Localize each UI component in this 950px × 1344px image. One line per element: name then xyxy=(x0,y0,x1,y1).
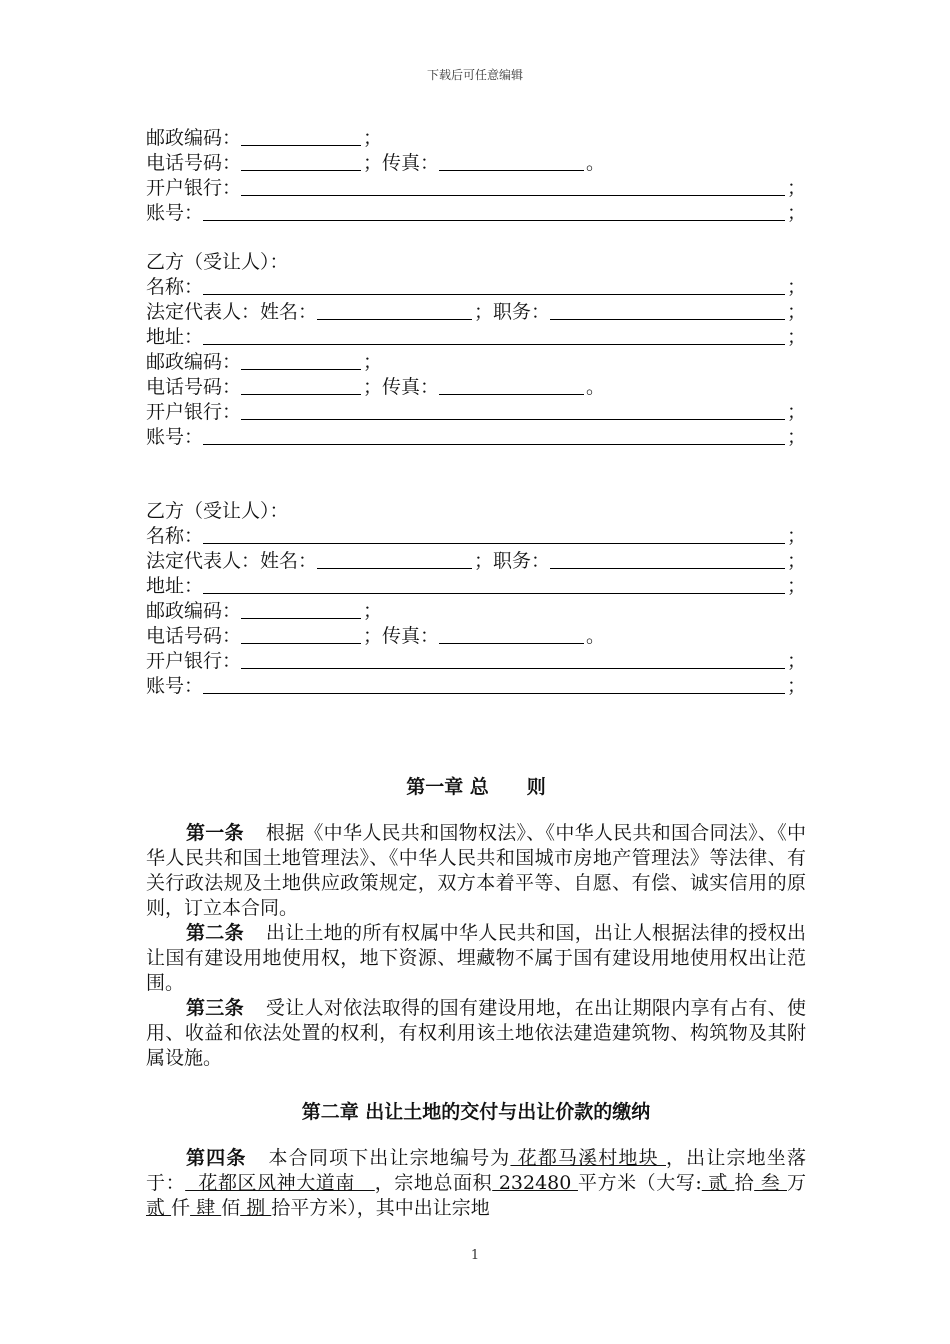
party-b-title: 乙方（受让人）： xyxy=(146,251,289,273)
digit-3: 贰 xyxy=(146,1197,172,1219)
article-3-label: 第三条 xyxy=(186,997,244,1019)
unit-1: 拾 xyxy=(734,1172,755,1194)
postal-label: 邮政编码： xyxy=(146,600,242,622)
bank-row xyxy=(146,649,806,674)
semicolon: ； xyxy=(786,525,806,547)
article-4 xyxy=(146,1146,806,1221)
phone-field[interactable] xyxy=(241,625,361,644)
rep-name-field[interactable] xyxy=(317,550,472,569)
semicolon: ； xyxy=(474,301,494,323)
account-label: 账号： xyxy=(146,202,204,224)
bank-row xyxy=(146,400,806,425)
party-b-title: 乙方（受让人）： xyxy=(146,500,289,522)
position-label: 职务： xyxy=(493,550,551,572)
unit-3: 仟 xyxy=(171,1197,191,1219)
digit-1: 贰 xyxy=(701,1172,735,1194)
party-b-block-1 xyxy=(146,250,806,450)
fax-field[interactable] xyxy=(439,376,584,395)
semicolon: ； xyxy=(786,177,806,199)
page-number: 1 xyxy=(470,1248,480,1263)
unit-2: 万 xyxy=(786,1172,806,1194)
name-label: 名称： xyxy=(146,525,204,547)
phone-row xyxy=(146,375,806,400)
name-row xyxy=(146,275,806,300)
rep-name-field[interactable] xyxy=(317,301,472,320)
article-1-label: 第一条 xyxy=(186,822,244,844)
position-field[interactable] xyxy=(550,301,785,320)
fax-label: 传真： xyxy=(382,376,440,398)
phone-label: 电话号码： xyxy=(146,152,242,174)
article-4-text-1: 本合同项下出让宗地编号为 xyxy=(268,1147,511,1169)
postal-label: 邮政编码： xyxy=(146,127,242,149)
address-field[interactable] xyxy=(203,326,785,345)
semicolon: ； xyxy=(786,675,806,697)
article-4-text-4: 平方米（大写: xyxy=(577,1172,702,1194)
name-row xyxy=(146,524,806,549)
semicolon: ； xyxy=(363,351,383,373)
bank-label: 开户银行： xyxy=(146,401,242,423)
period: 。 xyxy=(586,625,606,647)
account-row xyxy=(146,425,806,450)
article-1-text: 根据《中华人民共和国物权法》、《中华人民共和国合同法》、《中华人民共和国土地管理法》、《中华人民共和国城市房地产管理法》等法律、有关行政法规及土地供应政策规定，双方本着平等、自愿、有偿、诚实信用的原则，订立本合同。 xyxy=(146,822,806,919)
address-field[interactable] xyxy=(203,575,785,594)
rep-label: 法定代表人：姓名： xyxy=(146,301,318,323)
digit-2: 叁 xyxy=(754,1172,787,1194)
phone-label: 电话号码： xyxy=(146,625,242,647)
rep-label: 法定代表人：姓名： xyxy=(146,550,318,572)
address-label: 地址： xyxy=(146,326,204,348)
semicolon: ； xyxy=(363,127,383,149)
article-4-text-5: ），其中出让宗地 xyxy=(347,1197,490,1219)
rep-row xyxy=(146,549,806,574)
digit-4: 肆 xyxy=(190,1197,222,1219)
phone-field[interactable] xyxy=(241,376,361,395)
bank-field[interactable] xyxy=(241,177,785,196)
semicolon: ； xyxy=(786,401,806,423)
semicolon: ； xyxy=(786,301,806,323)
address-label: 地址： xyxy=(146,575,204,597)
party-b-block-2 xyxy=(146,499,806,699)
fax-field[interactable] xyxy=(439,152,584,171)
party-a-tail xyxy=(146,126,806,226)
bank-field[interactable] xyxy=(241,650,785,669)
article-1 xyxy=(146,821,806,921)
name-field[interactable] xyxy=(203,525,785,544)
fax-label: 传真： xyxy=(382,625,440,647)
semicolon: ； xyxy=(786,550,806,572)
phone-row xyxy=(146,151,806,176)
address-row xyxy=(146,325,806,350)
postal-row xyxy=(146,126,806,151)
semicolon: ； xyxy=(363,376,383,398)
bank-label: 开户银行： xyxy=(146,650,242,672)
parcel-number: 花都马溪村地块 xyxy=(510,1147,666,1169)
period: 。 xyxy=(586,376,606,398)
name-label: 名称： xyxy=(146,276,204,298)
page-header: 下载后可任意编辑 xyxy=(426,68,523,82)
parcel-area: 232480 xyxy=(492,1172,578,1194)
semicolon: ； xyxy=(474,550,494,572)
postal-field[interactable] xyxy=(241,127,361,146)
postal-field[interactable] xyxy=(241,600,361,619)
parcel-location: 花都区风神大道南 xyxy=(185,1172,375,1194)
unit-5: 拾平方米 xyxy=(271,1197,348,1219)
fax-field[interactable] xyxy=(439,625,584,644)
phone-field[interactable] xyxy=(241,152,361,171)
fax-label: 传真： xyxy=(382,152,440,174)
article-3 xyxy=(146,996,806,1071)
semicolon: ； xyxy=(786,326,806,348)
semicolon: ； xyxy=(786,650,806,672)
semicolon: ； xyxy=(786,575,806,597)
article-4-label: 第四条 xyxy=(186,1147,247,1169)
postal-field[interactable] xyxy=(241,351,361,370)
phone-row xyxy=(146,624,806,649)
chapter-1-title: 第一章 总 则 xyxy=(406,776,546,798)
rep-row xyxy=(146,300,806,325)
article-2-label: 第二条 xyxy=(186,922,244,944)
article-2-text: 出让土地的所有权属中华人民共和国，出让人根据法律的授权出让国有建设用地使用权，地下资源、埋藏物不属于国有建设用地使用权出让范围。 xyxy=(146,922,806,994)
semicolon: ； xyxy=(786,276,806,298)
postal-label: 邮政编码： xyxy=(146,351,242,373)
semicolon: ； xyxy=(786,202,806,224)
article-3-text: 受让人对依法取得的国有建设用地，在出让期限内享有占有、使用、收益和依法处置的权利，有权利用该土地依法建造建筑物、构筑物及其附属设施。 xyxy=(146,997,806,1069)
phone-label: 电话号码： xyxy=(146,376,242,398)
bank-row xyxy=(146,176,806,201)
period: 。 xyxy=(586,152,606,174)
unit-4: 佰 xyxy=(221,1197,241,1219)
postal-row xyxy=(146,599,806,624)
postal-row xyxy=(146,350,806,375)
semicolon: ； xyxy=(363,625,383,647)
account-row xyxy=(146,201,806,226)
position-field[interactable] xyxy=(550,550,785,569)
account-field[interactable] xyxy=(203,426,785,445)
semicolon: ； xyxy=(363,600,383,622)
account-field[interactable] xyxy=(203,675,785,694)
account-row xyxy=(146,674,806,699)
article-2 xyxy=(146,921,806,996)
semicolon: ； xyxy=(363,152,383,174)
article-4-text-2: ，出让宗地坐落于： xyxy=(146,1147,806,1194)
account-label: 账号： xyxy=(146,675,204,697)
bank-field[interactable] xyxy=(241,401,785,420)
name-field[interactable] xyxy=(203,276,785,295)
position-label: 职务： xyxy=(493,301,551,323)
digit-5: 捌 xyxy=(240,1197,272,1219)
semicolon: ； xyxy=(786,426,806,448)
bank-label: 开户银行： xyxy=(146,177,242,199)
account-field[interactable] xyxy=(203,202,785,221)
chapter-2-title: 第二章 出让土地的交付与出让价款的缴纳 xyxy=(301,1101,651,1123)
address-row xyxy=(146,574,806,599)
article-4-text-3: ，宗地总面积 xyxy=(374,1172,493,1194)
account-label: 账号： xyxy=(146,426,204,448)
